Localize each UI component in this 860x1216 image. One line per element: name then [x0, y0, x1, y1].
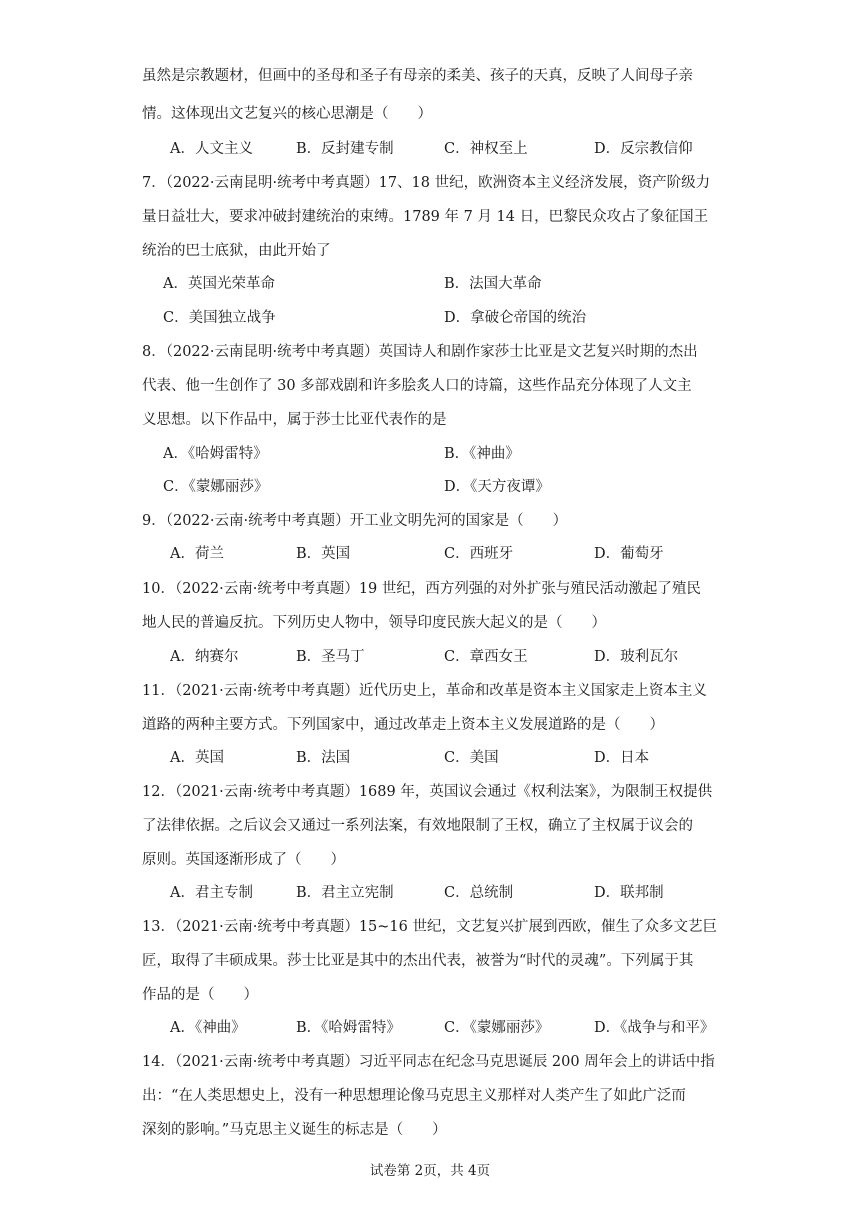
- q10-option-a: A．纳赛尔: [170, 649, 239, 665]
- q6-option-c: C．神权至上: [444, 141, 528, 157]
- q11-stem-line-2: 道路的两种主要方式。下列国家中，通过改革走上资本主义发展道路的是（ ）: [142, 717, 664, 733]
- q14-stem-line-1: 14．（2021·云南·统考中考真题）习近平同志在纪念马克思诞辰 200 周年会上的讲话中指: [142, 1054, 715, 1070]
- q13-option-b: B．《哈姆雷特》: [296, 1020, 401, 1036]
- q10-stem-line-2: 地人民的普遍反抗。下列历史人物中，领导印度民族大起义的是（ ）: [142, 615, 606, 631]
- q9-stem-line-1: 9．（2022·云南·统考中考真题）开工业文明先河的国家是（ ）: [142, 513, 568, 529]
- q14-stem-line-3: 深刻的影响。”马克思主义诞生的标志是（ ）: [142, 1122, 447, 1138]
- q9-option-c: C．西班牙: [444, 546, 514, 562]
- q13-option-a: A．《神曲》: [170, 1020, 246, 1036]
- q7-stem-line-2: 量日益壮大，要求冲破封建统治的束缚。1789 年 7 月 14 日，巴黎民众攻占了象征国王: [142, 209, 709, 225]
- q7-option-a: A．英国光荣革命: [163, 276, 275, 292]
- q10-option-c: C．章西女王: [444, 649, 528, 665]
- q12-stem-line-2: 了法律依据。之后议会又通过一系列法案，有效地限制了王权，确立了主权属于议会的: [142, 818, 693, 834]
- q6-option-a: A．人文主义: [170, 141, 253, 157]
- q7-stem-line-1: 7．（2022·云南昆明·统考中考真题）17、18 世纪，欧洲资本主义经济发展，资产阶级力: [142, 175, 711, 191]
- q8-option-a: A．《哈姆雷特》: [163, 446, 268, 462]
- q11-option-b: B．法国: [296, 750, 351, 766]
- q11-stem-line-1: 11．（2021·云南·统考中考真题）近代历史上，革命和改革是资本主义国家走上资本主义: [142, 683, 707, 699]
- q12-option-c: C．总统制: [444, 885, 514, 901]
- q9-option-d: D．葡萄牙: [594, 546, 664, 562]
- q11-option-c: C．美国: [444, 750, 499, 766]
- q14-stem-line-2: 出：“在人类思想史上，没有一种思想理论像马克思主义那样对人类产生了如此广泛而: [142, 1088, 686, 1104]
- q6-stem-line-2: 情。这体现出文艺复兴的核心思潮是（ ）: [142, 106, 432, 122]
- q8-stem-line-2: 代表、他一生创作了 30 多部戏剧和许多脍炙人口的诗篇，这些作品充分体现了人文主: [142, 378, 692, 394]
- q12-stem-line-3: 原则。英国逐渐形成了（ ）: [142, 852, 345, 868]
- q13-stem-line-1: 13．（2021·云南·统考中考真题）15~16 世纪，文艺复兴扩展到西欧，催生了众多文艺巨: [142, 919, 717, 935]
- q12-option-b: B．君主立宪制: [296, 885, 394, 901]
- q7-option-b: B．法国大革命: [444, 276, 542, 292]
- q9-option-a: A．荷兰: [170, 546, 224, 562]
- q8-option-b: B．《神曲》: [444, 446, 520, 462]
- q13-stem-line-3: 作品的是（ ）: [142, 987, 258, 1003]
- q12-option-d: D．联邦制: [594, 885, 664, 901]
- q12-stem-line-1: 12．（2021·云南·统考中考真题）1689 年，英国议会通过《权利法案》，为限制王权提供: [142, 784, 713, 800]
- q7-stem-line-3: 统治的巴士底狱，由此开始了: [142, 243, 331, 259]
- q8-stem-line-1: 8．（2022·云南昆明·统考中考真题）英国诗人和剧作家莎士比亚是文艺复兴时期的杰出: [142, 344, 698, 360]
- q7-option-c: C．美国独立战争: [163, 310, 276, 326]
- q13-option-c: C．《蒙娜丽莎》: [444, 1020, 550, 1036]
- q10-stem-line-1: 10．（2022·云南·统考中考真题）19 世纪，西方列强的对外扩张与殖民活动激起了殖民: [142, 581, 701, 597]
- q11-option-d: D．日本: [594, 750, 650, 766]
- q9-option-b: B．英国: [296, 546, 351, 562]
- q6-option-b: B．反封建专制: [296, 141, 394, 157]
- q13-option-d: D．《战争与和平》: [594, 1020, 715, 1036]
- q10-option-b: B．圣马丁: [296, 649, 365, 665]
- page-footer: 试卷第 2页，共 4页: [369, 1163, 491, 1179]
- q12-option-a: A．君主专制: [170, 885, 253, 901]
- q13-stem-line-2: 匠，取得了丰硕成果。莎士比亚是其中的杰出代表，被誉为“时代的灵魂”。下列属于其: [142, 953, 694, 969]
- q7-option-d: D．拿破仑帝国的统治: [444, 310, 587, 326]
- q8-option-c: C．《蒙娜丽莎》: [163, 479, 269, 495]
- q11-option-a: A．英国: [170, 750, 224, 766]
- q8-option-d: D．《天方夜谭》: [444, 479, 550, 495]
- q10-option-d: D．玻利瓦尔: [594, 649, 679, 665]
- q6-option-d: D．反宗教信仰: [594, 141, 693, 157]
- q6-stem-line-1: 虽然是宗教题材，但画中的圣母和圣子有母亲的柔美、孩子的天真，反映了人间母子亲: [142, 68, 693, 84]
- q8-stem-line-3: 义思想。以下作品中，属于莎士比亚代表作的是: [142, 412, 447, 428]
